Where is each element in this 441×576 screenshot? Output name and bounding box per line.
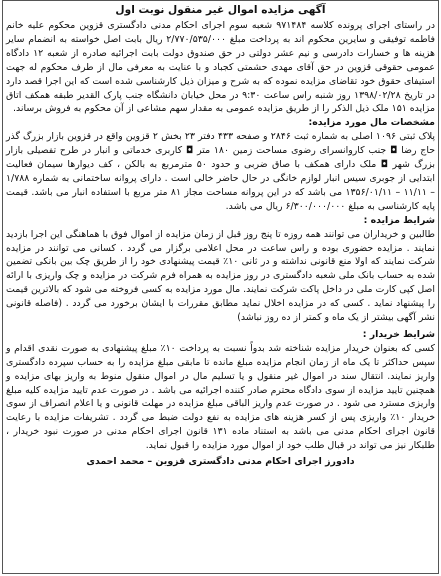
- buyer-heading: شرایط خریدار :: [362, 328, 435, 340]
- auction-notice: [6, 3, 435, 469]
- auction-conditions: طالبین و خریداران می توانند همه روزه تا پنج روز قبل از زمان مزایده از اموال فوق با هماهنگی این اجرا بازدید نمایند . مزایده حضوری بوده و راس ساعت در محل اعلامی برگزار می گردد . کسانی می توانند در مزایده شرکت نمایند که اولا منع قانونی نداشته و در ثانی ۱۰٪ قیمت پیشنهادی خود را از طریق چک بین بانکی تضمین شده به حساب بانک ملی شعبه دادگستری در روز مزایده به همراه فرم شرکت در مزایده و چک واریزی با ارائه اصل کپی کارت ملی در داخل پاکت شرکت نمایند. مال مورد مزایده به کسی فروخته می شود که بالاترین قیمت را پیشنهاد نماید . کسی که در مزایده اخلال نماید مطابق مقررات با ایشان برخورد می گردد . (فاصله قانونی نشر آگهی بیشتر از یک ماه و کمتر از ده روز نباشد): [6, 228, 435, 324]
- conditions-heading: شرایط مزایده :: [363, 214, 435, 226]
- property-specs: پلاک ثبتی ۱۰۹۶ اصلی به شماره ثبت ۲۸۴۶ و صفحه ۴۳۳ دفتر ۲۳ بخش ۲ قزوین واقع در قزوین بازار بزرگ گذر حاج رضا ◘ جنب کاروانسرای رضوی مساحت زمین ۱۸۰ متر ◘ کاربری خدماتی و انبار در طرح تفصیلی بازار بزرگ شهر ◘ ملک دارای همکف با صاق ضربی و حدود ۵۰ مترمربع به بالکن ، کف دیوارها سیمان فعالیت ابتدایی از جوبری سیس انبار لوازم خانگی در حال حاضر خالی است . دارای پروانه ساختمانی به شماره ۱/۷۸۸ – ۱۱/۱۱ – ۱۳۵۶/۰۱/۱۱ می باشد که در این پروانه مساحت مجاز ۸۱ متر مربع با استفاده انبار می باشد. قیمت پایه کارشناسی به مبلغ ۶/۳۰۰/۰۰۰/۰۰۰ ریال می باشد.: [6, 131, 436, 212]
- signature-line: دادورز اجرای احکام مدنی دادگستری قزوین – محمد احمدی: [86, 456, 355, 468]
- buyer-conditions: کسی که بعنوان خریدار مزایده شناخته شد بدواً نسبت به پرداخت ۱۰٪ مبلغ پیشنهادی به صورت نقدی اقدام و سپس حداکثر تا یک ماه از زمان انجام مزایده مبلغ مانده تا مابقی مبلغ مزایده را به حساب سپرده دادگستری واریز نمایند. انتقال سند در اموال غیر منقول و یا تسلیم مال در اموال منقول منوط به واریز بهای مزایده و همچنین تایید مزایده از سوی دادگاه محترم صادر کننده اجرائیه می باشد . در صورت عدم تایید مزایده کلیه مبلغ واریزی مسترد می شود . در صورت عدم واریز الباقی مبلغ مزایده در مهلت قانونی و یا اعلام انصراف از سوی خریدار ۱۰٪ واریزی پس از کسر هزینه های مزایده به نفع دولت ضبط می گردد . تشریفات مزایده با رعایت قانون اجرای احکام مدنی می باشد به استناد ماده ۱۳۱ قانون اجرای احکام مدنی در صورت نبود خریدار ، طلبکار نیز می تواند در قبال طلب خود از اموال مورد مزایده را قبول نماید.: [6, 342, 435, 452]
- notice-intro: در راستای اجرای پرونده کلاسه ۹۷۱۴۸۴ شعبه سوم اجرای احکام مدنی دادگستری قزوین محکوم علیه خانم فاطمه توفیقی و سایرین محکوم اند به پرداخت مبلغ ۲/۷۷۰/۵۳۵/۰۰۰ ریال بابت اصل خواسته به انضمام سایر هزینه ها و خسارات دادرسی و نیم عشر دولتی در حق صندوق دولت بابت اجرائیه صادره از شعبه ۱۲ دادگاه عمومی حقوقی قزوین در حق آقای مهدی حشمتی کجباد و با عنایت به معرفی مال از طرف محکوم له جهت استیفای حقوق خود تقاضای مزایده نموده که به شرح و میزان ذیل کارشناسی شده است که این اجرا قصد دارد در تاریخ ۱۳۹۸/۰۲/۲۸ روز شنبه راس ساعت ۹:۳۰ در محل خیابان دانشگاه جنب پارک القدیر طبقه همکف اتاق مزایده ۱۵۱ ملک ذیل الذکر را از طریق مزایده عمومی به مقدار سهم مشاعی از آن محکوم به فروش برساند.: [6, 20, 436, 115]
- notice-title: آگهی مزایده اموال غیر منقول نوبت اول: [115, 4, 326, 16]
- specs-heading: مشخصات مال مورد مزایده:: [308, 117, 435, 129]
